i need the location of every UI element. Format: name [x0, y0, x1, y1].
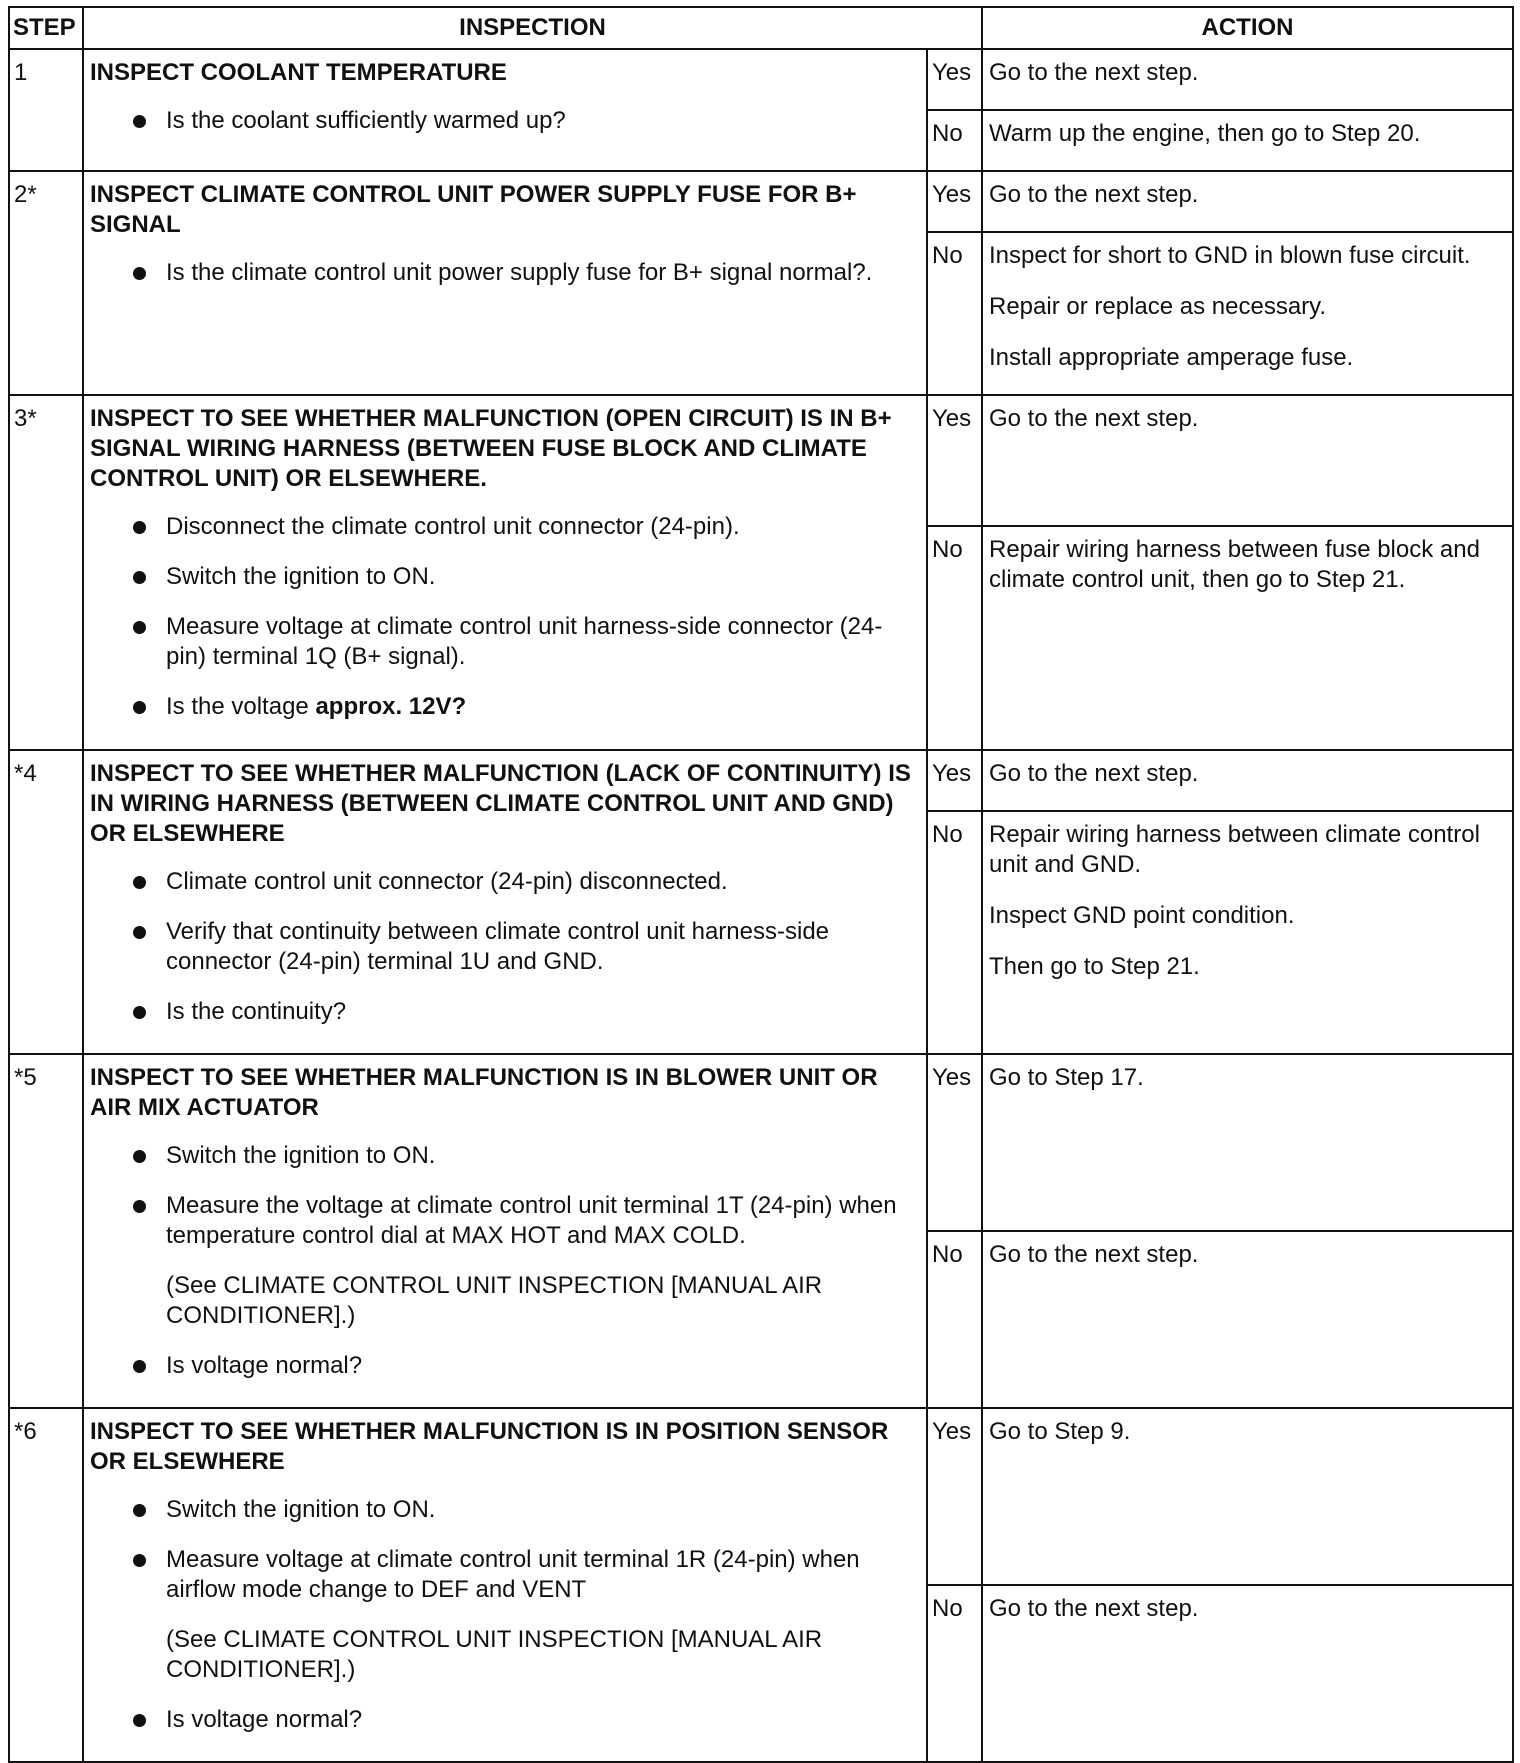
bullet-list [90, 258, 918, 288]
yes-label: Yes [927, 49, 982, 110]
step-inspection [83, 171, 927, 395]
step-4-yes-row [9, 750, 1513, 811]
step-number: *6 [9, 1408, 83, 1762]
no-action: Warm up the engine, then go to Step 20. [982, 110, 1513, 171]
bullet-item: Switch the ignition to ON. [90, 562, 918, 592]
step-inspection [83, 1408, 927, 1762]
yes-action: Go to the next step. [982, 395, 1513, 526]
no-label: No [927, 1585, 982, 1762]
bullet-item: Measure voltage at climate control unit terminal 1R (24-pin) when airflow mode change to DEF and VENT [90, 1545, 918, 1605]
bullet-icon [133, 521, 146, 534]
step-title: INSPECT TO SEE WHETHER MALFUNCTION (LACK OF CONTINUITY) IS IN WIRING HARNESS (BETWEEN CLIMATE CONTROL UNIT AND GND) OR ELSEWHERE [90, 760, 911, 847]
bullet-item: Verify that continuity between climate control unit harness-side connector (24-pin) terminal 1U and GND. [90, 917, 918, 977]
bullet-item: Is voltage normal? [90, 1351, 918, 1381]
step-inspection [83, 750, 927, 1054]
header-step: STEP [9, 7, 83, 49]
step-number: 2* [9, 171, 83, 395]
bullet-note: (See CLIMATE CONTROL UNIT INSPECTION [MANUAL AIR CONDITIONER].) [166, 1626, 823, 1683]
no-label: No [927, 811, 982, 1054]
yes-action: Go to the next step. [982, 49, 1513, 110]
yes-label: Yes [927, 1054, 982, 1231]
yes-action: Go to the next step. [982, 171, 1513, 232]
bullet-note: (See CLIMATE CONTROL UNIT INSPECTION [MANUAL AIR CONDITIONER].) [166, 1272, 823, 1329]
header-action: ACTION [982, 7, 1513, 49]
step-6-yes-row [9, 1408, 1513, 1585]
step-title: INSPECT TO SEE WHETHER MALFUNCTION IS IN BLOWER UNIT OR AIR MIX ACTUATOR [90, 1064, 878, 1121]
step-inspection [83, 49, 927, 171]
bullet-list [90, 867, 918, 1027]
diagnostic-table [8, 6, 1514, 1763]
bullet-item: Is the climate control unit power supply fuse for B+ signal normal?. [90, 258, 918, 288]
no-label: No [927, 1231, 982, 1408]
header-row [9, 7, 1513, 49]
bullet-icon [133, 1200, 146, 1213]
bullet-icon [133, 621, 146, 634]
bullet-item: Is voltage normal? [90, 1705, 918, 1735]
yes-label: Yes [927, 395, 982, 526]
step-inspection [83, 395, 927, 750]
bullet-item: Measure the voltage at climate control unit terminal 1T (24-pin) when temperature control dial at MAX HOT and MAX COLD. [90, 1191, 918, 1251]
bullet-item: Is the coolant sufficiently warmed up? [90, 106, 918, 136]
bullet-list [90, 512, 918, 722]
bullet-icon [133, 1150, 146, 1163]
bullet-list [90, 106, 918, 136]
bullet-list [90, 1141, 918, 1381]
step-title: INSPECT TO SEE WHETHER MALFUNCTION (OPEN CIRCUIT) IS IN B+ SIGNAL WIRING HARNESS (BETWEEN FUSE BLOCK AND CLIMATE CONTROL UNIT) OR ELSEWHERE. [90, 405, 892, 492]
bullet-list [90, 1495, 918, 1735]
bullet-icon [133, 267, 146, 280]
bullet-icon [133, 571, 146, 584]
bullet-icon [133, 1360, 146, 1373]
no-label: No [927, 110, 982, 171]
no-action: Repair wiring harness between fuse block and climate control unit, then go to Step 21. [982, 526, 1513, 750]
bullet-item: Disconnect the climate control unit connector (24-pin). [90, 512, 918, 542]
step-number: 1 [9, 49, 83, 171]
header-inspection: INSPECTION [83, 7, 982, 49]
no-label: No [927, 232, 982, 395]
bullet-icon [133, 876, 146, 889]
step-5-yes-row [9, 1054, 1513, 1231]
step-inspection [83, 1054, 927, 1408]
bullet-icon [133, 1714, 146, 1727]
no-action: Inspect for short to GND in blown fuse circuit. Repair or replace as necessary. Install appropriate amperage fuse. [982, 232, 1513, 395]
bullet-item: Switch the ignition to ON. [90, 1141, 918, 1171]
step-number: *5 [9, 1054, 83, 1408]
yes-label: Yes [927, 171, 982, 232]
bullet-icon [133, 1006, 146, 1019]
step-number: 3* [9, 395, 83, 750]
bullet-item: Is the continuity? [90, 997, 918, 1027]
yes-action: Go to Step 9. [982, 1408, 1513, 1585]
step-1-yes-row [9, 49, 1513, 110]
bullet-icon [133, 926, 146, 939]
yes-label: Yes [927, 750, 982, 811]
bullet-icon [133, 115, 146, 128]
bullet-item: Climate control unit connector (24-pin) disconnected. [90, 867, 918, 897]
bullet-icon [133, 1504, 146, 1517]
bullet-icon [133, 701, 146, 714]
no-label: No [927, 526, 982, 750]
yes-label: Yes [927, 1408, 982, 1585]
yes-action: Go to Step 17. [982, 1054, 1513, 1231]
step-title: INSPECT COOLANT TEMPERATURE [90, 59, 507, 86]
step-title: INSPECT TO SEE WHETHER MALFUNCTION IS IN POSITION SENSOR OR ELSEWHERE [90, 1418, 889, 1475]
bullet-item: Switch the ignition to ON. [90, 1495, 918, 1525]
no-action: Repair wiring harness between climate control unit and GND. Inspect GND point condition. Then go to Step 21. [982, 811, 1513, 1054]
yes-action: Go to the next step. [982, 750, 1513, 811]
step-title: INSPECT CLIMATE CONTROL UNIT POWER SUPPLY FUSE FOR B+ SIGNAL [90, 181, 857, 238]
no-action: Go to the next step. [982, 1585, 1513, 1762]
step-2-yes-row [9, 171, 1513, 232]
step-3-yes-row [9, 395, 1513, 526]
no-action: Go to the next step. [982, 1231, 1513, 1408]
bullet-item: Is the voltage approx. 12V? [90, 692, 918, 722]
step-number: *4 [9, 750, 83, 1054]
bullet-icon [133, 1554, 146, 1567]
bullet-item: Measure voltage at climate control unit harness-side connector (24-pin) terminal 1Q (B+ signal). [90, 612, 918, 672]
